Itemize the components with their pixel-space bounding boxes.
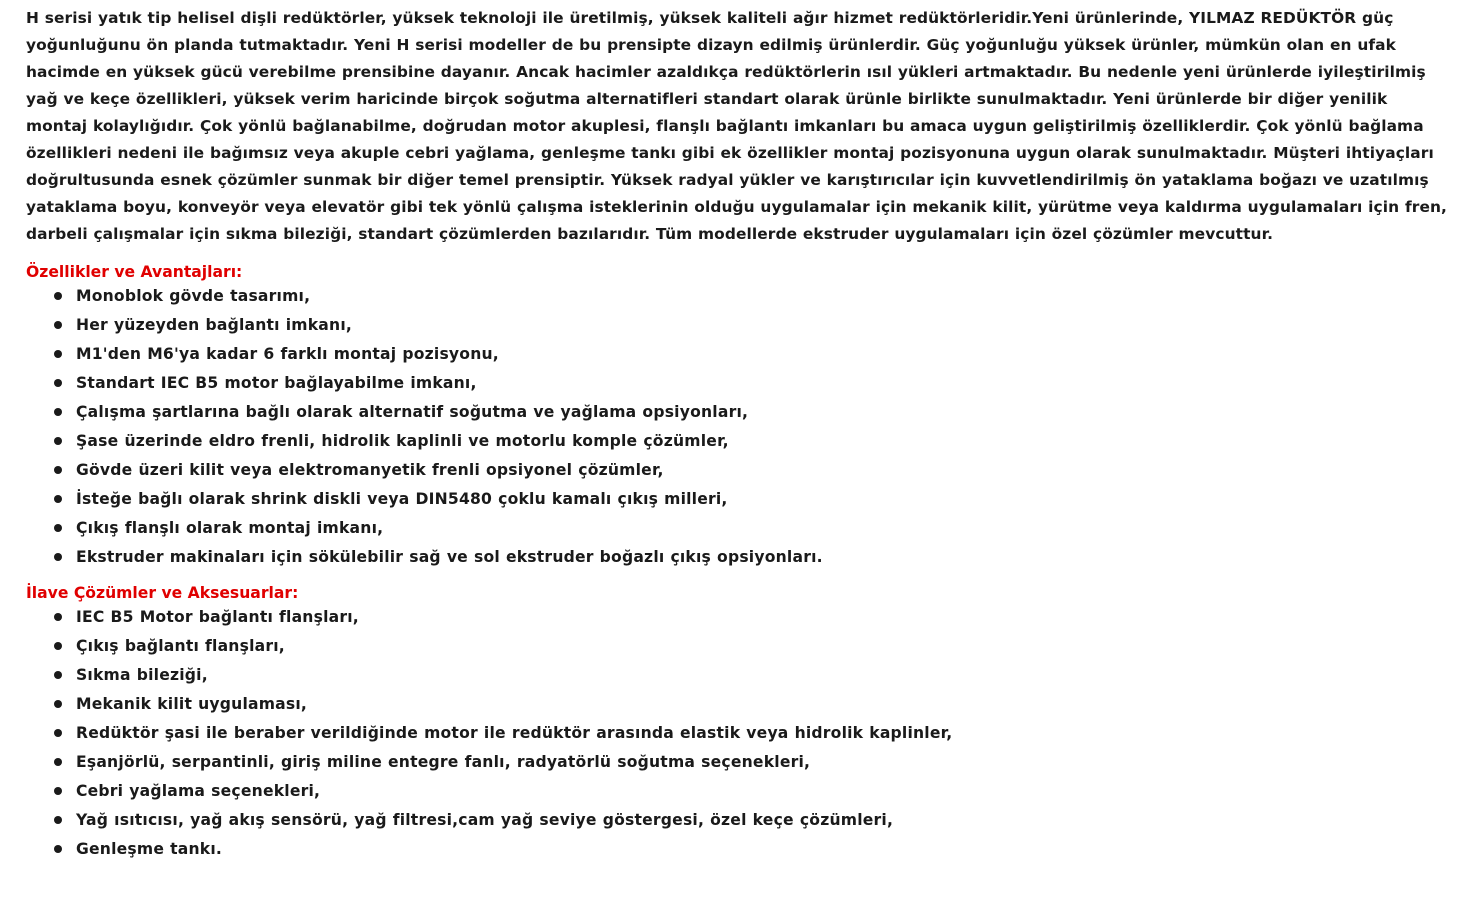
features-list-item bbox=[26, 543, 1454, 572]
extras-item-text: Cebri yağlama seçenekleri, bbox=[76, 782, 321, 800]
features-list-item bbox=[26, 398, 1454, 427]
features-list-item bbox=[26, 369, 1454, 398]
extras-item-text: Çıkış bağlantı flanşları, bbox=[76, 637, 285, 655]
bullet-icon bbox=[54, 816, 62, 824]
extras-item-text: IEC B5 Motor bağlantı flanşları, bbox=[76, 608, 359, 626]
bullet-icon bbox=[54, 553, 62, 561]
features-item-text: Çalışma şartlarına bağlı olarak alternatif soğutma ve yağlama opsiyonları, bbox=[76, 403, 749, 421]
extras-list-item bbox=[26, 690, 1454, 719]
features-list-item bbox=[26, 311, 1454, 340]
features-heading: Özellikler ve Avantajları: bbox=[26, 263, 243, 281]
features-item-text: Standart IEC B5 motor bağlayabilme imkanı, bbox=[76, 374, 477, 392]
bullet-icon bbox=[54, 787, 62, 795]
bullet-icon bbox=[54, 321, 62, 329]
bullet-icon bbox=[54, 700, 62, 708]
features-list-item bbox=[26, 514, 1454, 543]
features-item-text: M1'den M6'ya kadar 6 farklı montaj pozisyonu, bbox=[76, 345, 499, 363]
bullet-icon bbox=[54, 729, 62, 737]
extras-list-item bbox=[26, 835, 1454, 864]
extras-list-item bbox=[26, 748, 1454, 777]
features-item-text: Şase üzerinde eldro frenli, hidrolik kaplinli ve motorlu komple çözümler, bbox=[76, 432, 729, 450]
extras-item-text: Eşanjörlü, serpantinli, giriş miline entegre fanlı, radyatörlü soğutma seçenekleri, bbox=[76, 753, 811, 771]
extras-list-item bbox=[26, 806, 1454, 835]
extras-item-text: Genleşme tankı. bbox=[76, 840, 223, 858]
bullet-icon bbox=[54, 642, 62, 650]
bullet-icon bbox=[54, 524, 62, 532]
product-description bbox=[26, 5, 1454, 864]
features-item-text: Monoblok gövde tasarımı, bbox=[76, 287, 311, 305]
bullet-icon bbox=[54, 495, 62, 503]
features-item-text: İsteğe bağlı olarak shrink diskli veya DIN5480 çoklu kamalı çıkış milleri, bbox=[76, 490, 728, 508]
features-list bbox=[26, 282, 1454, 572]
extras-item-text: Sıkma bileziği, bbox=[76, 666, 208, 684]
bullet-icon bbox=[54, 379, 62, 387]
features-list-item bbox=[26, 485, 1454, 514]
features-list-item bbox=[26, 427, 1454, 456]
features-item-text: Ekstruder makinaları için sökülebilir sağ ve sol ekstruder boğazlı çıkış opsiyonları. bbox=[76, 548, 823, 566]
bullet-icon bbox=[54, 292, 62, 300]
extras-list-item bbox=[26, 661, 1454, 690]
bullet-icon bbox=[54, 350, 62, 358]
bullet-icon bbox=[54, 671, 62, 679]
features-item-text: Çıkış flanşlı olarak montaj imkanı, bbox=[76, 519, 384, 537]
features-list-item bbox=[26, 282, 1454, 311]
bullet-icon bbox=[54, 758, 62, 766]
extras-item-text: Redüktör şasi ile beraber verildiğinde motor ile redüktör arasında elastik veya hidrolik kaplinler, bbox=[76, 724, 953, 742]
extras-list bbox=[26, 603, 1454, 864]
extras-list-item bbox=[26, 777, 1454, 806]
features-item-text: Gövde üzeri kilit veya elektromanyetik frenli opsiyonel çözümler, bbox=[76, 461, 664, 479]
bullet-icon bbox=[54, 845, 62, 853]
features-item-text: Her yüzeyden bağlantı imkanı, bbox=[76, 316, 352, 334]
features-list-item bbox=[26, 340, 1454, 369]
extras-item-text: Mekanik kilit uygulaması, bbox=[76, 695, 308, 713]
bullet-icon bbox=[54, 437, 62, 445]
extras-heading: İlave Çözümler ve Aksesuarlar: bbox=[26, 584, 299, 602]
extras-list-item bbox=[26, 719, 1454, 748]
extras-item-text: Yağ ısıtıcısı, yağ akış sensörü, yağ filtresi,cam yağ seviye göstergesi, özel keçe çözümleri, bbox=[76, 811, 894, 829]
extras-list-item bbox=[26, 603, 1454, 632]
extras-list-item bbox=[26, 632, 1454, 661]
bullet-icon bbox=[54, 408, 62, 416]
bullet-icon bbox=[54, 466, 62, 474]
bullet-icon bbox=[54, 613, 62, 621]
intro-paragraph: H serisi yatık tip helisel dişli redüktörler, yüksek teknoloji ile üretilmiş, yüksek kaliteli ağır hizmet redüktörleridir.Yeni ürünlerinde, YILMAZ REDÜKTÖR güç yoğunluğunu ön planda tutmaktadır. Yeni H serisi modeller de bu prensipte dizayn edilmiş ürünlerdir. Güç yoğunluğu yüksek ürünler, mümkün olan en ufak hacimde en yüksek gücü verebilme prensibine dayanır. Ancak hacimler azaldıkça redüktörlerin ısıl yükleri artmaktadır. Bu nedenle yeni ürünlerde iyileştirilmiş yağ ve keçe özellikleri, yüksek verim haricinde birçok soğutma alternatifleri standart olarak ürünle birlikte sunulmaktadır. Yeni ürünlerde bir diğer yenilik montaj kolaylığıdır. Çok yönlü bağlanabilme, doğrudan motor akuplesi, flanşlı bağlantı imkanları bu amaca uygun geliştirilmiş özelliklerdir. Çok yönlü bağlama özellikleri nedeni ile bağımsız veya akuple cebri yağlama, genleşme tankı gibi ek özellikler montaj pozisyonuna uygun olarak sunulmaktadır. Müşteri ihtiyaçları doğrultusunda esnek çözümler sunmak bir diğer temel prensiptir. Yüksek radyal yükler ve karıştırıcılar için kuvvetlendirilmiş ön yataklama boğazı ve uzatılmış yataklama boyu, konveyör veya elevatör gibi tek yönlü çalışma isteklerinin olduğu uygulamalar için mekanik kilit, yürütme veya kaldırma uygulamaları için fren, darbeli çalışmalar için sıkma bileziği, standart çözümlerden bazılarıdır. Tüm modellerde ekstruder uygulamaları için özel çözümler mevcuttur. bbox=[26, 9, 1448, 243]
features-list-item bbox=[26, 456, 1454, 485]
